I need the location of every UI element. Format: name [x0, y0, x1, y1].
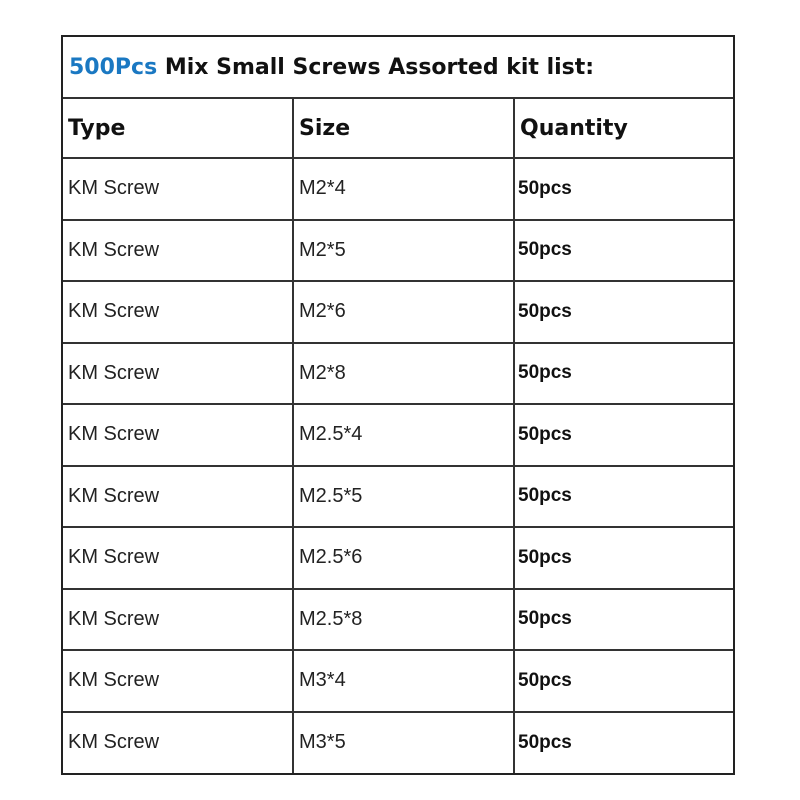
- column-header-size: Size: [293, 99, 514, 158]
- kit-list-table: [63, 99, 733, 773]
- table-row: [63, 589, 733, 651]
- cell-size: M2*6: [293, 281, 514, 343]
- cell-size: M3*4: [293, 650, 514, 712]
- table-row: [63, 220, 733, 282]
- cell-size: M2.5*6: [293, 527, 514, 589]
- cell-quantity: 50pcs: [518, 731, 572, 753]
- table-row: [63, 343, 733, 405]
- table-row: [63, 466, 733, 528]
- cell-quantity: 50pcs: [514, 589, 733, 651]
- table-row: [63, 650, 733, 712]
- cell-type: KM Screw: [63, 343, 293, 405]
- cell-size: M2.5*8: [293, 589, 514, 651]
- cell-quantity: 50pcs: [514, 404, 733, 466]
- table-row: [63, 404, 733, 466]
- table-header-row: [63, 99, 733, 158]
- cell-type: KM Screw: [63, 220, 293, 282]
- title-text: Mix Small Screws Assorted kit list:: [157, 54, 595, 80]
- cell-quantity: 50pcs: [514, 527, 733, 589]
- table-row: [63, 281, 733, 343]
- cell-size: M2.5*4: [293, 404, 514, 466]
- title-piece-count: 500Pcs: [69, 54, 158, 80]
- cell-type: KM Screw: [63, 466, 293, 528]
- cell-type: KM Screw: [63, 158, 293, 220]
- cell-type: KM Screw: [63, 650, 293, 712]
- cell-type: KM Screw: [63, 527, 293, 589]
- column-header-type: Type: [63, 99, 293, 158]
- table-row: [63, 712, 733, 774]
- table-row: [63, 158, 733, 220]
- cell-quantity: 50pcs: [514, 466, 733, 528]
- cell-type: KM Screw: [63, 712, 293, 774]
- cell-size: M2*4: [293, 158, 514, 220]
- cell-size: M2*8: [293, 343, 514, 405]
- cell-type: KM Screw: [63, 281, 293, 343]
- cell-quantity: 50pcs: [514, 343, 733, 405]
- cell-type: KM Screw: [63, 404, 293, 466]
- kit-list-title: [63, 37, 733, 99]
- column-header-quantity: Quantity: [514, 99, 733, 158]
- table-row: [63, 527, 733, 589]
- cell-quantity: 50pcs: [514, 650, 733, 712]
- cell-size: M2.5*5: [293, 466, 514, 528]
- cell-quantity: 50pcs: [514, 158, 733, 220]
- cell-type: KM Screw: [63, 589, 293, 651]
- cell-quantity: 50pcs: [514, 281, 733, 343]
- cell-size: M3*5: [293, 712, 514, 774]
- cell-quantity: 50pcs: [514, 220, 733, 282]
- cell-size: M2*5: [293, 220, 514, 282]
- kit-list-sheet: [61, 35, 735, 775]
